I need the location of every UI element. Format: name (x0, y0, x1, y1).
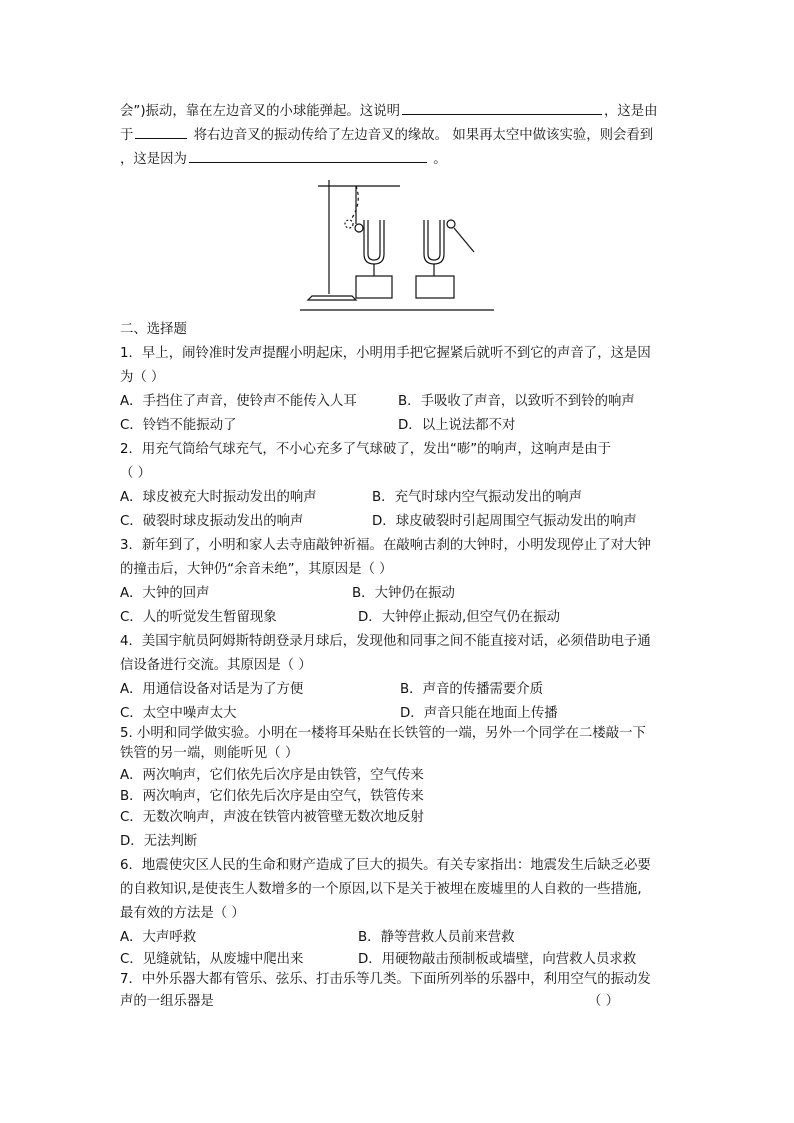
left-fork-tines (364, 220, 384, 264)
option-a[interactable]: A．手挡住了声音，使铃声不能传入人耳 (120, 394, 357, 409)
ball-swing (345, 220, 353, 228)
option-d[interactable]: D．球皮破裂时引起周围空气振动发出的响声 (372, 514, 637, 529)
option-d[interactable]: D．声音只能在地面上传播 (400, 706, 558, 721)
question-stem: 的自救知识,是使丧生人数增多的一个原因,以下是关于被埋在废墟里的人自救的一些措施, (120, 882, 642, 897)
option-a[interactable]: A．大钟的回声 (120, 586, 210, 601)
question-stem: 声的一组乐器是 (120, 994, 214, 1009)
question-stem: 为（ ） (120, 370, 165, 385)
question-stem: 2．用充气筒给气球充气，不小心充多了气球破了，发出“嘭”的响声，这响声是由于 (120, 442, 612, 457)
answer-blank[interactable] (135, 124, 187, 139)
intro-text: 会”)振动，靠在左边音叉的小球能弹起。这说明 (120, 104, 400, 119)
answer-blank[interactable] (189, 148, 427, 163)
swing-path (352, 186, 358, 218)
answer-blank[interactable] (402, 100, 602, 115)
question-stem: （ ） (120, 466, 152, 481)
intro-text: ，这是因为 (120, 152, 187, 167)
question-stem: 的撞击后，大钟仍“余音未绝”，其原因是（ ） (120, 562, 393, 577)
option-b[interactable]: B．手吸收了声音，以致听不到铃的响声 (398, 394, 635, 409)
option-c[interactable]: C．太空中噪声太大 (120, 706, 237, 721)
option-b[interactable]: B．两次响声，它们依先后次序是由空气，铁管传来 (120, 789, 424, 804)
right-fork-tines (424, 220, 444, 264)
stand-base (308, 296, 356, 300)
hammer-head (447, 220, 455, 228)
ball (355, 224, 363, 232)
right-fork-tines-inner (428, 220, 440, 260)
option-a[interactable]: A．大声呼救 (120, 930, 197, 945)
option-b[interactable]: B．大钟仍在振动 (352, 586, 455, 601)
intro-text: 。 (428, 152, 447, 167)
option-a[interactable]: A．两次响声，它们依先后次序是由铁管，空气传来 (120, 768, 424, 783)
section-title: 二、选择题 (120, 322, 187, 337)
option-a[interactable]: A．用通信设备对话是为了方便 (120, 682, 304, 697)
question-stem: 7．中外乐器大都有管乐、弦乐、打击乐等几类。下面所列举的乐器中，利用空气的振动发 (120, 972, 651, 987)
intro-text: ，这是由 (603, 104, 658, 119)
question-stem: 最有效的方法是（ ） (120, 906, 245, 921)
left-box (356, 276, 392, 298)
option-a[interactable]: A．球皮被充大时振动发出的响声 (120, 490, 317, 505)
option-d[interactable]: D．以上说法都不对 (398, 418, 516, 433)
option-c[interactable]: C．人的听觉发生暂留现象 (120, 610, 277, 625)
option-b[interactable]: B．静等营救人员前来营救 (358, 930, 515, 945)
question-stem: 4．美国宇航员阿姆斯特朗登录月球后，发现他和同事之间不能直接对话，必须借助电子通 (120, 634, 651, 649)
option-b[interactable]: B．充气时球内空气振动发出的响声 (372, 490, 583, 505)
option-d[interactable]: D．大钟停止振动,但空气仍在振动 (358, 610, 561, 625)
question-stem: 6．地震使灾区人民的生命和财产造成了巨大的损失。有关专家指出：地震发生后缺乏必要 (120, 858, 651, 873)
option-c[interactable]: C．见缝就钻，从废墟中爬出来 (120, 952, 304, 967)
intro-line-1 (120, 100, 658, 122)
option-c[interactable]: C．破裂时球皮振动发出的响声 (120, 514, 304, 529)
hammer-handle (454, 228, 474, 252)
intro-text: 将右边音叉的振动传给了左边音叉的缘故。 如果再太空中做该实验，则会看到 (189, 128, 654, 143)
question-stem: 铁管的另一端，则能听见（ ） (120, 746, 299, 761)
option-d[interactable]: D．用硬物敲击预制板或墙壁，向营救人员求救 (358, 952, 637, 967)
option-b[interactable]: B．声音的传播需要介质 (400, 682, 544, 697)
question-stem: 信设备进行交流。其原因是（ ） (120, 658, 312, 673)
left-fork-tines-inner (368, 220, 380, 260)
question-stem: 3．新年到了，小明和家人去寺庙敲钟祈福。在敲响古刹的大钟时，小明发现停止了对大钟 (120, 538, 651, 553)
option-c[interactable]: C．无数次响声，声波在铁管内被管壁无数次地反射 (120, 810, 424, 825)
option-c[interactable]: C．铃铛不能振动了 (120, 418, 237, 433)
tuning-fork-figure (296, 172, 496, 314)
question-stem: 5. 小明和同学做实验。小明在一楼将耳朵贴在长铁管的一端，另外一个同学在二楼敲一下 (120, 726, 646, 741)
option-d[interactable]: D．无法判断 (120, 834, 198, 849)
intro-line-2 (120, 124, 653, 146)
question-stem: 1．早上，闹铃准时发声提醒小明起床，小明用手把它握紧后就听不到它的声音了，这是因 (120, 346, 651, 361)
right-box (416, 276, 454, 298)
intro-line-3 (120, 148, 447, 170)
answer-paren[interactable]: （ ） (588, 994, 620, 1009)
intro-text: 于 (120, 128, 134, 143)
